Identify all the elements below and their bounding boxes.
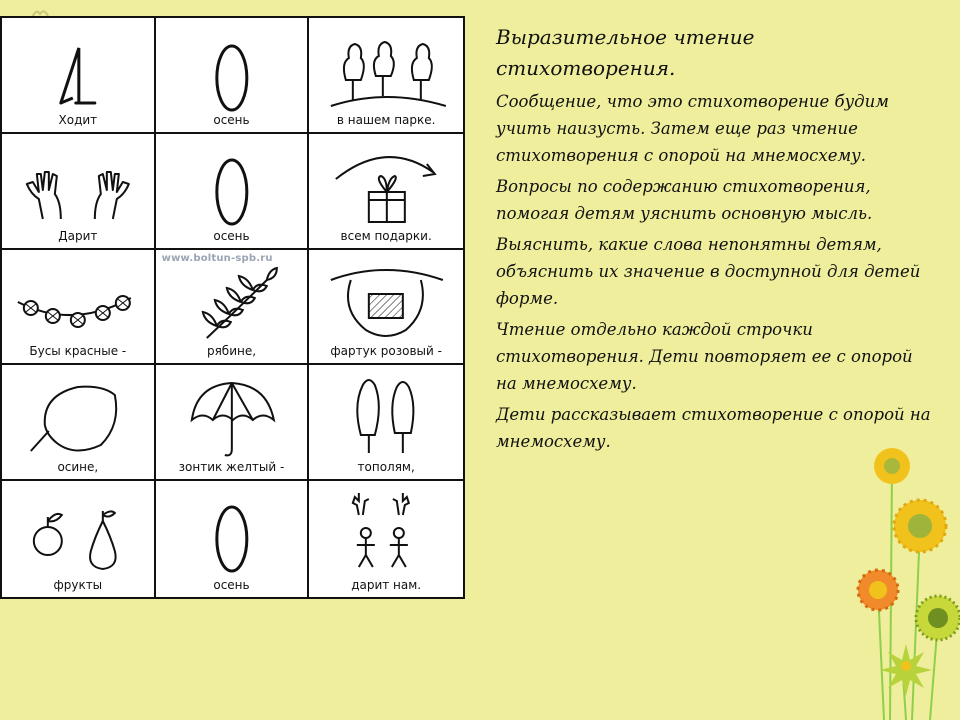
cell-caption: зонтик желтый - xyxy=(178,460,285,475)
mnemo-cell xyxy=(156,365,310,481)
mnemo-cell xyxy=(2,134,156,250)
mnemo-cell xyxy=(2,18,156,134)
park-trees-icon xyxy=(309,18,463,114)
mnemo-cell xyxy=(309,134,463,250)
mnemo-cell xyxy=(156,250,310,366)
cell-caption: осень xyxy=(213,228,250,243)
cell-caption: дарит нам. xyxy=(351,578,422,592)
flower-spiky xyxy=(880,644,932,696)
umbrella-icon xyxy=(156,365,308,461)
gift-icon xyxy=(309,134,463,230)
mnemo-cell xyxy=(2,481,156,597)
mnemo-cell xyxy=(156,481,310,597)
cell-caption: Ходит xyxy=(58,112,98,127)
section-title: Выразительное чтение стихотворения. xyxy=(496,25,755,80)
flower-green xyxy=(916,596,960,640)
apron-icon xyxy=(309,250,463,346)
flower-yellow-large xyxy=(894,500,946,552)
cell-caption: рябине, xyxy=(206,344,257,359)
oval-icon xyxy=(156,134,308,230)
cell-caption: в нашем парке. xyxy=(336,112,436,127)
people-hands-icon xyxy=(309,481,463,577)
cell-caption: фрукты xyxy=(53,578,103,592)
lesson-text xyxy=(496,22,936,459)
paragraph: Выяснить, какие слова непонятны детям, объяснить их значение в доступной для детей форме. xyxy=(496,235,921,308)
oval-icon xyxy=(156,18,308,114)
oval-icon xyxy=(156,481,308,577)
watermark: www.boltun-spb.ru xyxy=(161,252,273,264)
flower-orange xyxy=(858,570,898,610)
cell-caption: фартук розовый - xyxy=(330,344,442,359)
flower-yellow-small xyxy=(874,448,910,484)
fruits-icon xyxy=(2,481,154,577)
walking-triangle-icon xyxy=(2,18,154,114)
cell-caption: Дарит xyxy=(58,228,98,243)
aspen-leaf-icon xyxy=(2,365,154,461)
paragraph: Дети рассказывает стихотворение с опорой на мнемосхему. xyxy=(496,405,931,451)
cell-caption: осень xyxy=(213,578,250,592)
beads-icon xyxy=(2,250,154,346)
mnemo-cell xyxy=(309,481,463,597)
cell-caption: осень xyxy=(213,112,250,127)
mnemo-cell xyxy=(156,134,310,250)
rowan-leaf-icon xyxy=(156,250,308,346)
mnemo-cell xyxy=(309,18,463,134)
mnemo-cell xyxy=(2,365,156,481)
hands-icon xyxy=(2,134,154,230)
mnemo-cell xyxy=(2,250,156,366)
paragraph: Чтение отдельно каждой строчки стихотворения. Дети повторяет ее с опорой на мнемосхему. xyxy=(496,320,913,393)
mnemo-cell xyxy=(309,365,463,481)
mnemo-cell xyxy=(156,18,310,134)
decorative-flowers-icon xyxy=(850,440,960,720)
poplars-icon xyxy=(309,365,463,461)
cell-caption: осине, xyxy=(57,460,99,475)
cell-caption: тополям, xyxy=(357,460,415,475)
paragraph: Сообщение, что это стихотворение будим учить наизусть. Затем еще раз чтение стихотворения с опорой на мнемосхему. xyxy=(496,92,889,165)
cell-caption: Бусы красные - xyxy=(29,344,127,359)
mnemo-cell xyxy=(309,250,463,366)
cell-caption: всем подарки. xyxy=(340,228,432,243)
paragraph: Вопросы по содержанию стихотворения, помогая детям уяснить основную мысль. xyxy=(496,177,873,223)
mnemonic-table xyxy=(0,16,465,599)
